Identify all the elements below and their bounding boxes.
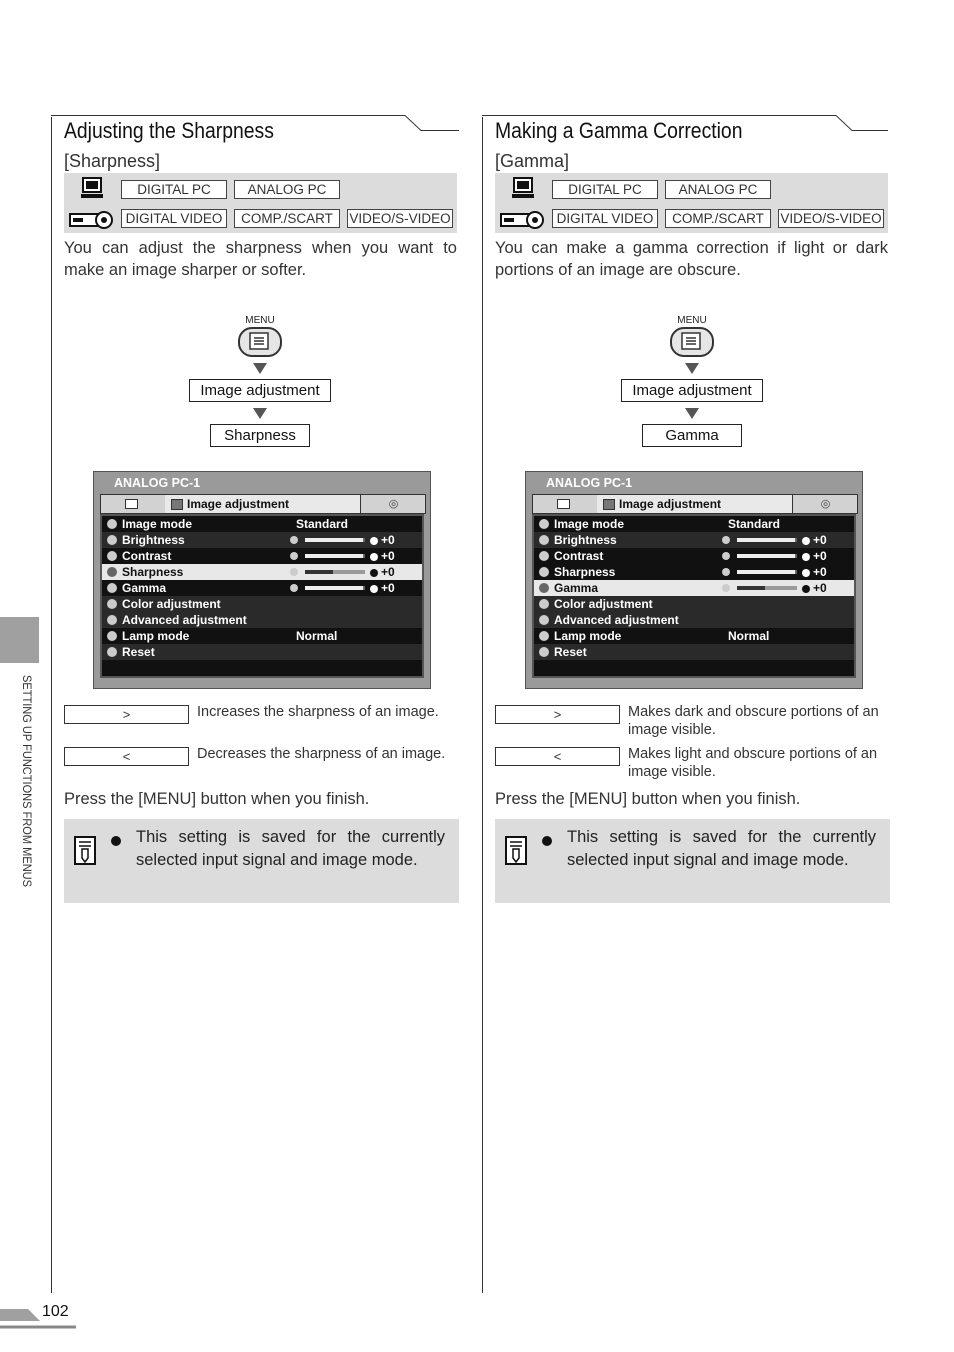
bullet-icon — [542, 836, 552, 846]
section-title: Adjusting the Sharpness — [64, 118, 274, 143]
osd-tab-bar — [100, 494, 426, 514]
input-signal-panel — [495, 173, 888, 233]
signal-analog-pc: ANALOG PC — [234, 180, 340, 199]
left-column-rule — [51, 117, 52, 1293]
note-box — [64, 819, 459, 903]
computer-icon — [80, 177, 104, 201]
osd-tab-settings-icon: ◎ — [820, 498, 831, 510]
adjust-decrease — [495, 745, 888, 787]
osd-tab-settings-icon: ◎ — [388, 498, 399, 510]
osd-row-image-mode: Image mode Standard — [534, 516, 854, 532]
adjust-increase-desc: Makes dark and obscure portions of an image visible. — [628, 704, 879, 738]
osd-menu-screenshot — [93, 471, 431, 689]
section-heading — [482, 115, 888, 149]
signal-comp-scart: COMP./SCART — [665, 209, 771, 228]
memo-icon — [504, 836, 528, 866]
signal-digital-video: DIGITAL VIDEO — [552, 209, 658, 228]
osd-row-advanced-adjustment: Advanced adjustment — [534, 612, 854, 628]
down-arrow-icon — [685, 363, 699, 374]
osd-row-advanced-adjustment: Advanced adjustment — [102, 612, 422, 628]
signal-comp-scart: COMP./SCART — [234, 209, 340, 228]
osd-row-brightness: Brightness +0 — [534, 532, 854, 548]
adjust-increase-desc: Increases the sharpness of an image. — [197, 704, 439, 720]
osd-row-color-adjustment: Color adjustment — [102, 596, 422, 612]
section-intro: You can make a gamma correction if light or dark portions of an image are obscure. — [495, 239, 888, 279]
osd-tab-image-adjustment: Image adjustment — [165, 495, 361, 513]
signal-video-s-video: VIDEO/S-VIDEO — [778, 209, 884, 228]
osd-tab-bar — [532, 494, 858, 514]
osd-row-contrast: Contrast +0 — [534, 548, 854, 564]
menu-label: MENU — [677, 315, 707, 326]
osd-list — [100, 514, 424, 678]
note-box — [495, 819, 890, 903]
flow-sharpness: Sharpness — [210, 424, 310, 447]
menu-flow — [51, 310, 471, 450]
input-signal-panel — [64, 173, 457, 233]
osd-menu-screenshot — [525, 471, 863, 689]
down-arrow-icon — [253, 363, 267, 374]
adjustment-key-list — [495, 703, 888, 787]
left-arrow-key: < — [64, 747, 189, 766]
computer-icon — [511, 177, 535, 201]
signal-row-video — [552, 209, 884, 228]
signal-row-pc — [121, 180, 340, 199]
menu-flow — [482, 310, 902, 450]
video-deck-icon — [69, 208, 113, 230]
osd-row-sharpness: Sharpness +0 — [102, 564, 422, 580]
signal-video-s-video: VIDEO/S-VIDEO — [347, 209, 453, 228]
section-intro: You can adjust the sharpness when you want to make an image sharper or softer. — [64, 239, 457, 279]
osd-row-lamp-mode: Lamp mode Normal — [534, 628, 854, 644]
finish-instruction: Press the [MENU] button when you finish. — [64, 790, 370, 808]
signal-row-pc — [552, 180, 771, 199]
memo-icon — [73, 836, 97, 866]
osd-list — [532, 514, 856, 678]
right-column-rule — [482, 117, 483, 1293]
osd-row-image-mode: Image mode Standard — [102, 516, 422, 532]
osd-title: ANALOG PC-1 — [546, 476, 633, 490]
flow-image-adjustment: Image adjustment — [189, 379, 331, 402]
section-subtitle: [Sharpness] — [64, 151, 161, 171]
osd-title: ANALOG PC-1 — [114, 476, 201, 490]
menu-label: MENU — [245, 315, 275, 326]
right-arrow-key: > — [64, 705, 189, 724]
menu-button-icon — [670, 327, 714, 357]
osd-row-gamma: Gamma +0 — [534, 580, 854, 596]
down-arrow-icon — [685, 408, 699, 419]
osd-row-lamp-mode: Lamp mode Normal — [102, 628, 422, 644]
signal-digital-video: DIGITAL VIDEO — [121, 209, 227, 228]
right-arrow-key: > — [495, 705, 620, 724]
osd-row-contrast: Contrast +0 — [102, 548, 422, 564]
osd-tab-screen — [101, 495, 166, 513]
osd-row-reset: Reset — [534, 644, 854, 660]
osd-row-reset: Reset — [102, 644, 422, 660]
osd-row-color-adjustment: Color adjustment — [534, 596, 854, 612]
osd-tab-screen — [533, 495, 598, 513]
sharpness-section — [51, 115, 457, 869]
osd-row-sharpness: Sharpness +0 — [534, 564, 854, 580]
video-deck-icon — [500, 208, 544, 230]
osd-tab-image-adjustment: Image adjustment — [597, 495, 793, 513]
adjust-increase — [495, 703, 888, 745]
flow-gamma: Gamma — [642, 424, 742, 447]
osd-row-gamma: Gamma +0 — [102, 580, 422, 596]
adjustment-key-list — [64, 703, 457, 787]
menu-button-icon — [238, 327, 282, 357]
note-text: This setting is saved for the currently selected input signal and image mode. — [136, 828, 445, 869]
section-side-label: SETTING UP FUNCTIONS FROM MENUS — [20, 675, 34, 888]
signal-digital-pc: DIGITAL PC — [121, 180, 227, 199]
section-tab — [0, 617, 39, 663]
adjust-decrease-desc: Decreases the sharpness of an image. — [197, 746, 446, 762]
note-text: This setting is saved for the currently selected input signal and image mode. — [567, 828, 876, 869]
finish-instruction: Press the [MENU] button when you finish. — [495, 790, 801, 808]
signal-analog-pc: ANALOG PC — [665, 180, 771, 199]
osd-row-brightness: Brightness +0 — [102, 532, 422, 548]
bullet-icon — [111, 836, 121, 846]
section-subtitle: [Gamma] — [495, 151, 570, 171]
gamma-section — [482, 115, 888, 869]
adjust-decrease — [64, 745, 457, 787]
down-arrow-icon — [253, 408, 267, 419]
signal-digital-pc: DIGITAL PC — [552, 180, 658, 199]
left-arrow-key: < — [495, 747, 620, 766]
section-title: Making a Gamma Correction — [495, 118, 743, 143]
section-heading — [51, 115, 457, 149]
adjust-increase — [64, 703, 457, 745]
adjust-decrease-desc: Makes light and obscure portions of an image visible. — [628, 746, 878, 780]
signal-row-video — [121, 209, 453, 228]
flow-image-adjustment: Image adjustment — [621, 379, 763, 402]
page-number: 102 — [42, 1303, 69, 1320]
